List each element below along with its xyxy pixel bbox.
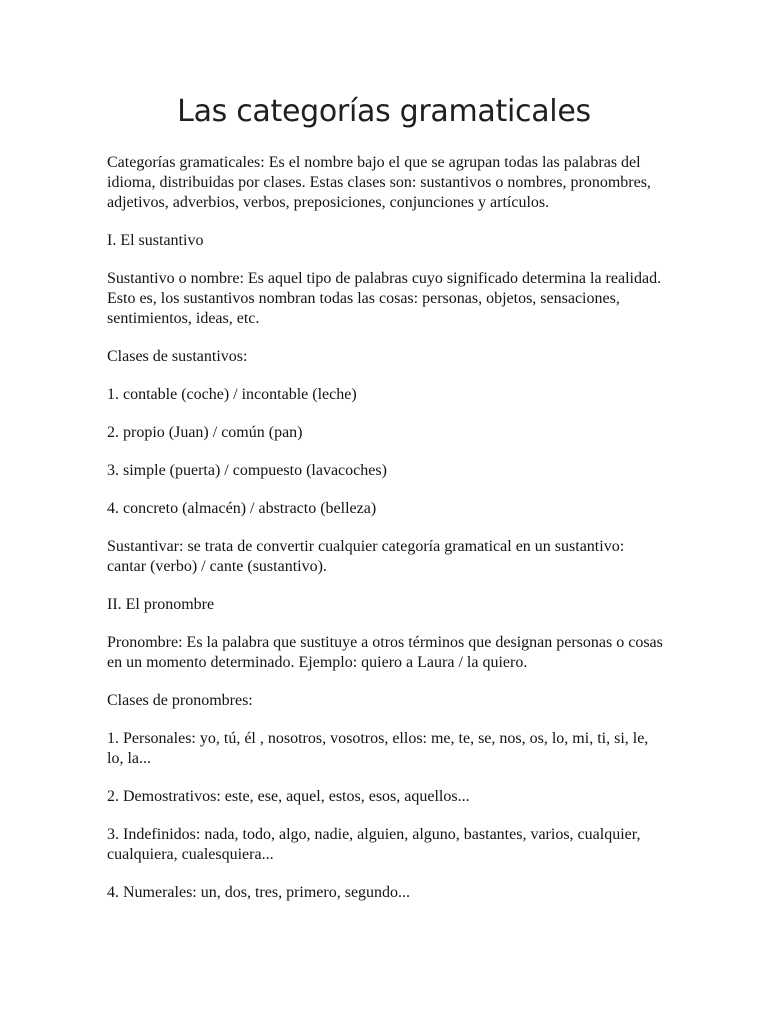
- pronombre-definition: Pronombre: Es la palabra que sustituye a otros términos que designan personas o cosas en un momento determinado. Ejemplo: quiero a Laura / la quiero.: [107, 634, 663, 671]
- list-item: 4. Numerales: un, dos, tres, primero, segundo...: [107, 884, 411, 901]
- sustantivar-paragraph: Sustantivar: se trata de convertir cualquier categoría gramatical en un sustantivo: cantar (verbo) / cante (sustantivo).: [107, 538, 625, 575]
- list-item: 2. Demostrativos: este, ese, aquel, estos, esos, aquellos...: [107, 788, 470, 805]
- section-heading-sustantivo: I. El sustantivo: [107, 232, 204, 249]
- list-item: 1. Personales: yo, tú, él , nosotros, vosotros, ellos: me, te, se, nos, os, lo, mi, ti, si, le, lo, la...: [107, 730, 649, 767]
- document-title: Las categorías gramaticales: [177, 94, 591, 129]
- pronombre-classes-heading: Clases de pronombres:: [107, 692, 253, 709]
- list-item: 2. propio (Juan) / común (pan): [107, 424, 303, 441]
- section-heading-pronombre: II. El pronombre: [107, 596, 215, 613]
- intro-paragraph: Categorías gramaticales: Es el nombre bajo el que se agrupan todas las palabras del idioma, distribuidas por clases. Estas clases son: sustantivos o nombres, pronombres, adjetivos, adverbios, verbos, preposiciones, conjunciones y artículos.: [107, 154, 651, 211]
- sustantivo-classes-heading: Clases de sustantivos:: [107, 348, 248, 365]
- list-item: 4. concreto (almacén) / abstracto (belleza): [107, 500, 377, 517]
- sustantivo-definition: Sustantivo o nombre: Es aquel tipo de palabras cuyo significado determina la realidad. Esto es, los sustantivos nombran todas las cosas: personas, objetos, sensaciones, sentimientos, ideas, etc.: [107, 270, 662, 327]
- list-item: 3. simple (puerta) / compuesto (lavacoches): [107, 462, 387, 479]
- document-body: [107, 153, 667, 921]
- list-item: 1. contable (coche) / incontable (leche): [107, 386, 357, 403]
- list-item: 3. Indefinidos: nada, todo, algo, nadie, alguien, alguno, bastantes, varios, cualquier, cualquiera, cualesquiera...: [107, 826, 641, 863]
